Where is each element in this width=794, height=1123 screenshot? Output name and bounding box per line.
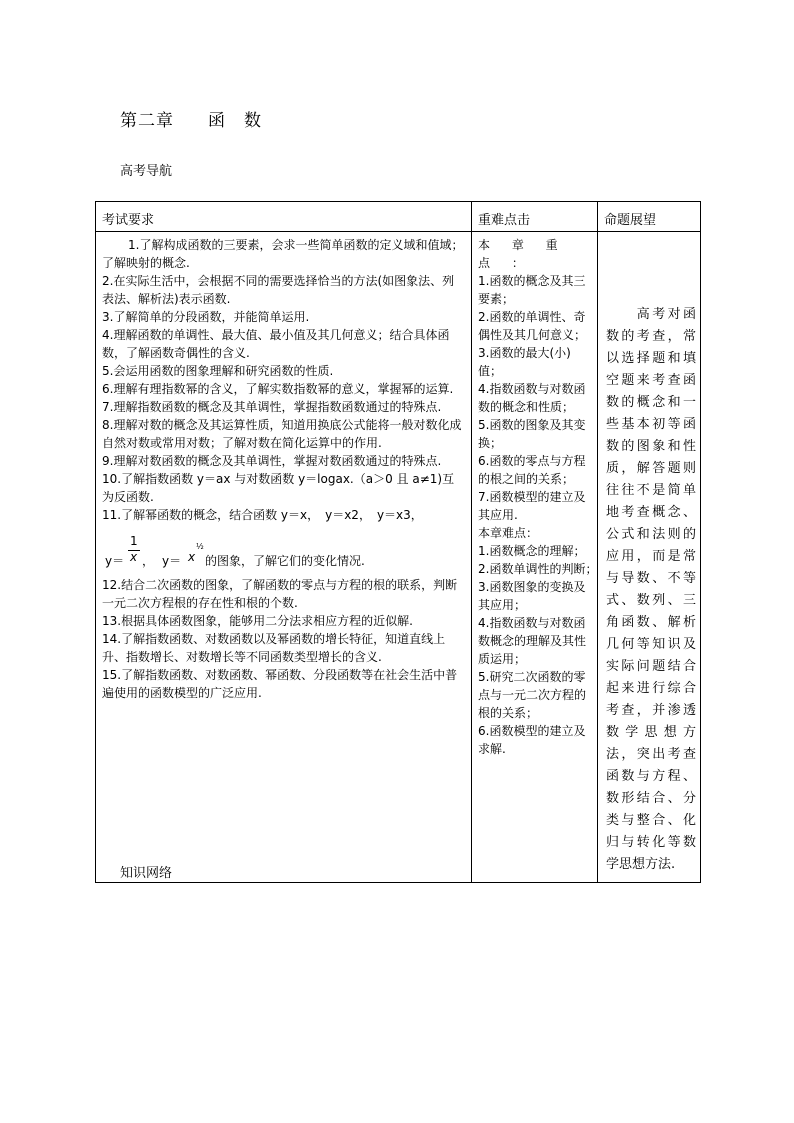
- formula-y2: y＝: [162, 554, 182, 568]
- requirement-item: 7.理解指数函数的概念及其单调性，掌握指数函数通过的特殊点.: [102, 400, 442, 414]
- formula-exponent: ½: [196, 542, 204, 551]
- difficult-heading: 本章难点：: [478, 526, 539, 540]
- requirement-item: 13.根据具体函数图象，能够用二分法求相应方程的近似解.: [102, 614, 413, 628]
- key-points-heading: 本 章 重 点 ：: [478, 238, 567, 270]
- header-key-points: 重难点击: [472, 202, 598, 232]
- header-requirements: 考试要求: [96, 202, 472, 232]
- requirement-item: 10.了解指数函数 y＝ax 与对数函数 y＝logax.（a＞0 且 a≠1)互为反函数.: [102, 472, 455, 504]
- power-function-formula: [102, 524, 466, 576]
- difficult-item: 1.函数概念的理解；: [478, 544, 586, 558]
- chapter-number: 第二章: [120, 111, 174, 131]
- requirement-item: 14.了解指数函数、对数函数以及幂函数的增长特征，知道直线上升、指数增长、对数增长等不同函数类型增长的含义.: [102, 632, 446, 664]
- exam-navigation-table: [95, 201, 701, 883]
- formula-comma: ，: [142, 554, 155, 568]
- key-point-item: 5.函数的图象及其变换；: [478, 418, 586, 450]
- formula-frac-numerator: 1: [130, 534, 138, 548]
- key-point-item: 1.函数的概念及其三要素；: [478, 274, 586, 306]
- requirement-item: 6.理解有理指数幂的含义，了解实数指数幂的意义，掌握幂的运算.: [102, 382, 454, 396]
- key-point-item: 2.函数的单调性、奇偶性及其几何意义；: [478, 310, 587, 342]
- chapter-title: [120, 106, 262, 131]
- difficult-item: 6.函数模型的建立及求解.: [478, 724, 586, 756]
- chapter-name: 函 数: [208, 111, 262, 131]
- requirement-item: 12.结合二次函数的图象，了解函数的零点与方程的根的联系，判断一元二次方程根的存在性和根的个数.: [102, 578, 458, 610]
- requirement-item: 11.了解幂函数的概念，结合函数 y＝x， y＝x2， y＝x3，: [102, 508, 423, 522]
- formula-tail: 的图象，了解它们的变化情况.: [205, 554, 365, 568]
- formula-y1: y＝: [105, 554, 125, 568]
- requirement-item: 3.了解简单的分段函数，并能简单运用.: [102, 310, 310, 324]
- requirement-item: 15.了解指数函数、对数函数、幂函数、分段函数等在社会生活中普遍使用的函数模型的广泛应用.: [102, 668, 458, 700]
- difficult-item: 2.函数单调性的判断； 3.函数图象的变换及其应用；: [478, 562, 604, 612]
- header-outlook: 命题展望: [598, 202, 701, 232]
- key-point-item: 3.函数的最大(小)值；: [478, 346, 571, 378]
- requirement-item: 1.了解构成函数的三要素，会求一些简单函数的定义域和值域；了解映射的概念.: [102, 238, 464, 270]
- requirement-item: 5.会运用函数的图象理解和研究函数的性质.: [102, 364, 334, 378]
- key-point-item: 7.函数模型的建立及其应用.: [478, 490, 586, 522]
- difficult-item: 5.研究二次函数的零点与一元二次方程的根的关系；: [478, 670, 587, 720]
- key-point-item: 6.函数的零点与方程的根之间的关系；: [478, 454, 586, 486]
- knowledge-network-label: 知识网络: [120, 866, 173, 881]
- requirement-item: 4.理解函数的单调性、最大值、最小值及其几何意义；结合具体函数，了解函数奇偶性的含义.: [102, 328, 450, 360]
- formula-base: x: [188, 550, 196, 564]
- requirement-item: 9.理解对数函数的概念及其单调性，掌握对数函数通过的特殊点.: [102, 454, 442, 468]
- formula-frac-denominator: x: [130, 550, 138, 564]
- section-title: 高考导航: [120, 164, 173, 179]
- outlook-cell: 高考对函数的考查，常以选择题和填空题来考查函数的概念和一些基本初等函数的图象和性质，解答题则往往不是简单地考查概念、公式和法则的应用，而是常与导数、不等式、数列、三角函数、解析几何等知识及实际问题结合起来进行综合考查，并渗透数学思想方法，突出考查函数与方程、数形结合、分类与整合、化归与转化等数学思想方法.: [598, 232, 701, 883]
- requirement-item: 2.在实际生活中，会根据不同的需要选择恰当的方法(如图象法、列表法、解析法)表示函数.: [102, 274, 455, 306]
- key-points-cell: [472, 232, 604, 883]
- requirement-item: 8.理解对数的概念及其运算性质，知道用换底公式能将一般对数化成自然对数或常用对数；了解对数在简化运算中的作用.: [102, 418, 462, 450]
- requirements-cell: [96, 232, 472, 883]
- key-point-item: 4.指数函数与对数函数的概念和性质；: [478, 382, 586, 414]
- difficult-item: 4.指数函数与对数函数概念的理解及其性质运用；: [478, 616, 587, 666]
